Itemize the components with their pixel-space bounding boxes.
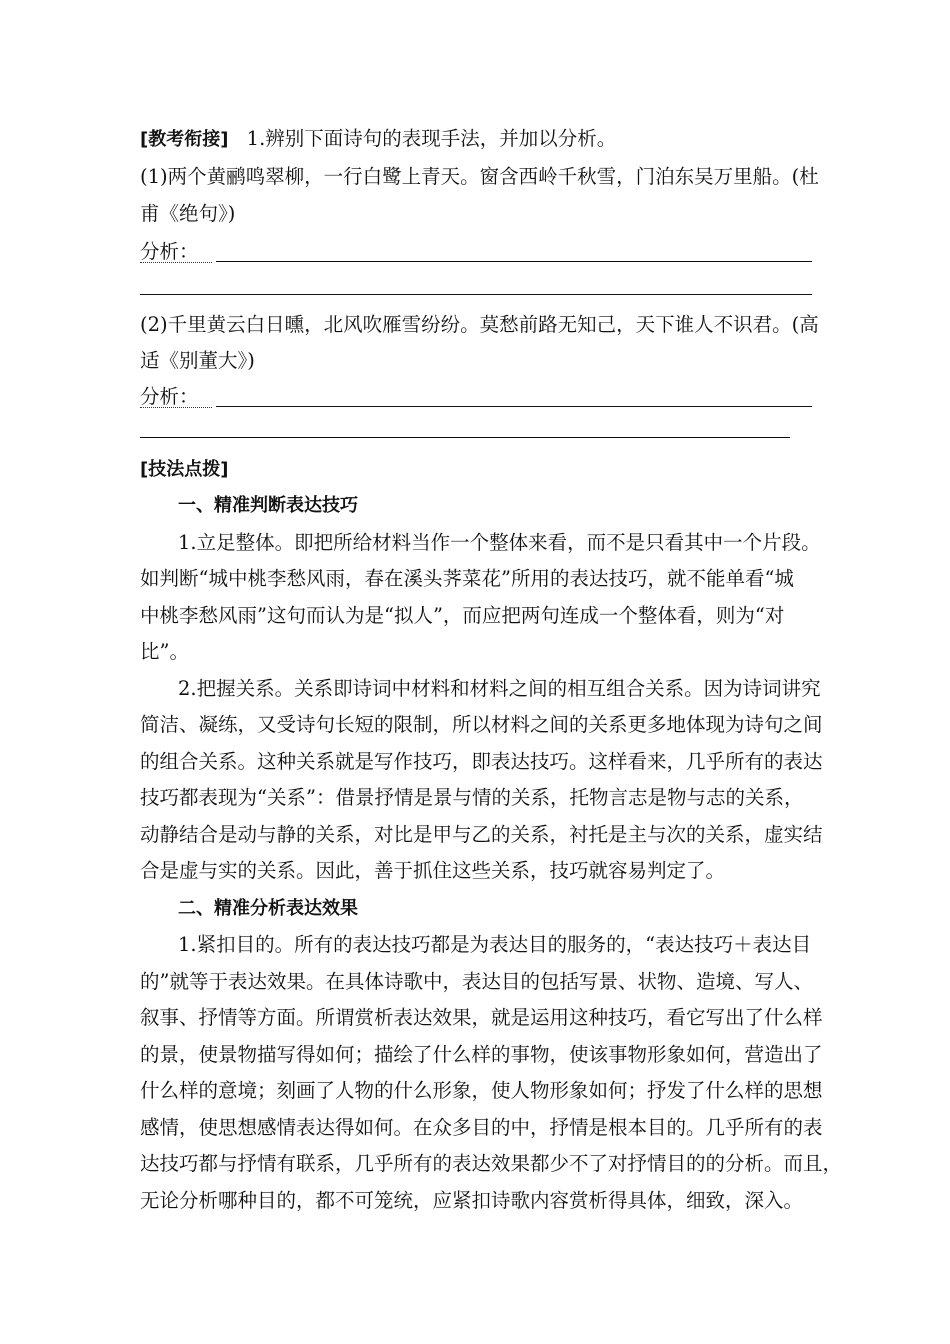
poem1-line1: (1)两个黄鹂鸣翠柳，一行白鹭上青天。窗含西岭千秋雪，门泊东吴万里船。(杜	[140, 165, 819, 188]
paragraph-2-line: 简洁、凝练，又受诗句长短的限制，所以材料之间的关系更多地体现为诗句之间	[140, 713, 823, 736]
analysis1-answer-line-2[interactable]	[140, 294, 812, 295]
section-tag-connect: [教考衔接]	[140, 129, 229, 150]
analysis1-label-underline	[140, 262, 212, 263]
paragraph-1-line: 如判断“城中桃李愁风雨，春在溪头荠菜花”所用的表达技巧，就不能单看“城	[140, 567, 794, 590]
paragraph-3-line: 叙事、抒情等方面。所谓赏析表达效果，就是运用这种技巧，看它写出了什么样	[140, 1006, 823, 1029]
paragraph-2-line: 动静结合是动与静的关系，对比是甲与乙的关系，衬托是主与次的关系，虚实结	[140, 823, 823, 846]
paragraph-3-line: 感情，使思想感情表达得如何。在众多目的中，抒情是根本目的。几乎所有的表	[140, 1116, 823, 1139]
analysis1-label: 分析：	[140, 240, 199, 263]
analysis1-answer-line-1[interactable]	[216, 261, 812, 262]
poem2-line2: 适《别董大》)	[140, 349, 255, 372]
analysis2-label-underline	[140, 407, 212, 408]
poem2-line1: (2)千里黄云白日曛，北风吹雁雪纷纷。莫愁前路无知己，天下谁人不识君。(高	[140, 313, 819, 336]
heading-1: 一、精准判断表达技巧	[178, 495, 358, 516]
question-line	[140, 127, 616, 152]
heading-2: 二、精准分析表达效果	[178, 898, 358, 919]
analysis2-answer-line-2[interactable]	[140, 437, 790, 438]
paragraph-2-line: 技巧都表现为“关系”：借景抒情是景与情的关系，托物言志是物与志的关系，	[140, 786, 804, 809]
paragraph-1-line: 1.立足整体。即把所给材料当作一个整体来看，而不是只看其中一个片段。	[178, 531, 821, 554]
paragraph-3-line: 1.紧扣目的。所有的表达技巧都是为表达目的服务的，“表达技巧＋表达目	[178, 933, 812, 956]
paragraph-3-line: 达技巧都与抒情有联系，几乎所有的表达效果都少不了对抒情目的的分析。而且，	[140, 1152, 843, 1175]
paragraph-3-line: 无论分析哪种目的，都不可笼统，应紧扣诗歌内容赏析得具体，细致，深入。	[140, 1189, 804, 1212]
paragraph-1-line: 中桃李愁风雨”这句而认为是“拟人”，而应把两句连成一个整体看，则为“对	[140, 604, 785, 627]
paragraph-3-line: 什么样的意境；刻画了人物的什么形象，使人物形象如何；抒发了什么样的思想	[140, 1079, 823, 1102]
poem1-line2: 甫《绝句》)	[140, 202, 236, 225]
paragraph-2-line: 2.把握关系。关系即诗词中材料和材料之间的相互组合关系。因为诗词讲究	[178, 677, 821, 700]
analysis2-label: 分析：	[140, 385, 199, 408]
analysis2-answer-line-1[interactable]	[216, 406, 812, 407]
paragraph-2-line: 的组合关系。这种关系就是写作技巧，即表达技巧。这样看来，几乎所有的表达	[140, 750, 823, 773]
paragraph-2-line: 合是虚与实的关系。因此，善于抓住这些关系，技巧就容易判定了。	[140, 859, 726, 882]
paragraph-1-line: 比”。	[140, 640, 189, 663]
paragraph-3-line: 的”就等于表达效果。在具体诗歌中，表达目的包括写景、状物、造境、写人、	[140, 970, 813, 993]
question-text: 1.辨别下面诗句的表现手法，并加以分析。	[246, 127, 617, 150]
paragraph-3-line: 的景，使景物描写得如何；描绘了什么样的事物，使该事物形象如何，营造出了	[140, 1043, 823, 1066]
section-tag-tips: [技法点拨]	[140, 459, 229, 480]
